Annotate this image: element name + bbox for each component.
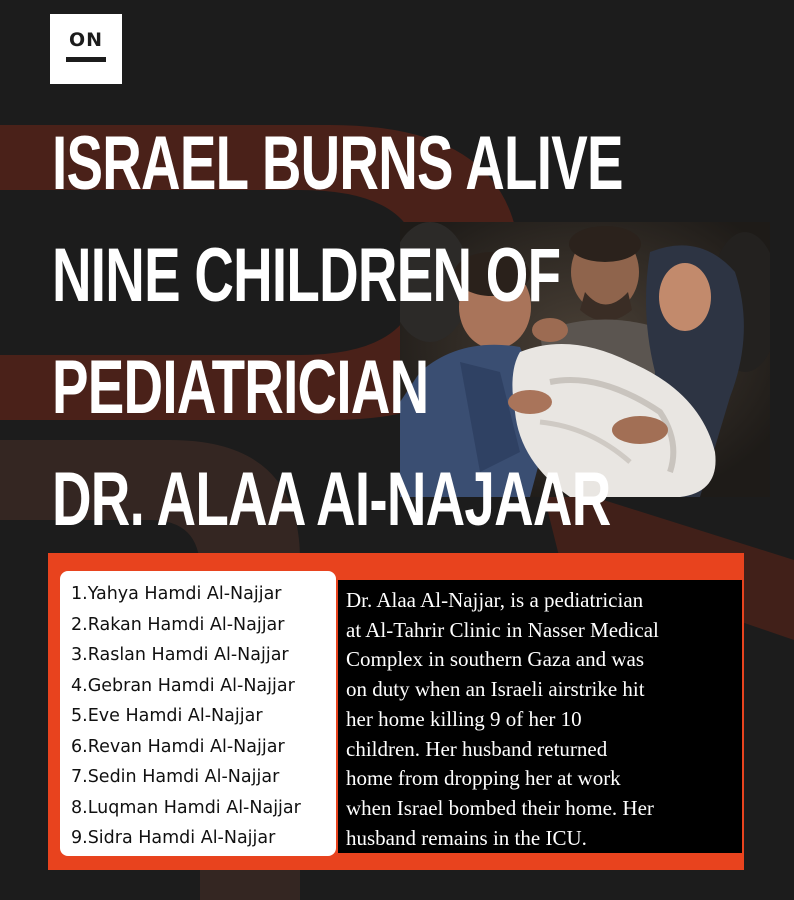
headline-line-4: DR. ALAA AI-NAJAAR bbox=[52, 457, 611, 542]
list-item: 5.Eve Hamdi Al-Najjar bbox=[71, 706, 263, 726]
list-item: 3.Raslan Hamdi Al-Najjar bbox=[71, 645, 289, 665]
children-names-box bbox=[60, 571, 336, 856]
logo-text: ON bbox=[68, 29, 104, 51]
children-names-list bbox=[60, 571, 336, 854]
description-box bbox=[338, 580, 742, 853]
headline bbox=[52, 108, 752, 556]
headline-line-3: PEDIATRICIAN bbox=[52, 345, 429, 430]
on-logo bbox=[50, 14, 122, 84]
headline-line-1: ISRAEL BURNS ALIVE bbox=[52, 121, 623, 206]
list-item: 2.Rakan Hamdi Al-Najjar bbox=[71, 614, 285, 635]
list-item: 6.Revan Hamdi Al-Najjar bbox=[71, 736, 285, 757]
headline-line-2: NINE CHILDREN OF bbox=[52, 233, 561, 318]
list-item: 4.Gebran Hamdi Al-Najjar bbox=[71, 675, 295, 696]
description-text: Dr. Alaa Al-Najjar, is a pediatrician at Al-Tahrir Clinic in Nasser Medical Complex in southern Gaza and was on duty when an Israeli airstrike hit her home killing 9 of her 10 children. Her husband returned home from dropping her at work when Israel bombed their home. Her husband remains in the ICU. bbox=[346, 588, 659, 850]
logo-underline bbox=[66, 57, 106, 62]
info-panel bbox=[48, 553, 744, 870]
list-item: 8.Luqman Hamdi Al-Najjar bbox=[71, 797, 301, 818]
list-item: 7.Sedin Hamdi Al-Najjar bbox=[71, 767, 280, 787]
list-item: 9.Sidra Hamdi Al-Najjar bbox=[71, 828, 276, 848]
list-item: 1.Yahya Hamdi Al-Najjar bbox=[71, 584, 282, 604]
